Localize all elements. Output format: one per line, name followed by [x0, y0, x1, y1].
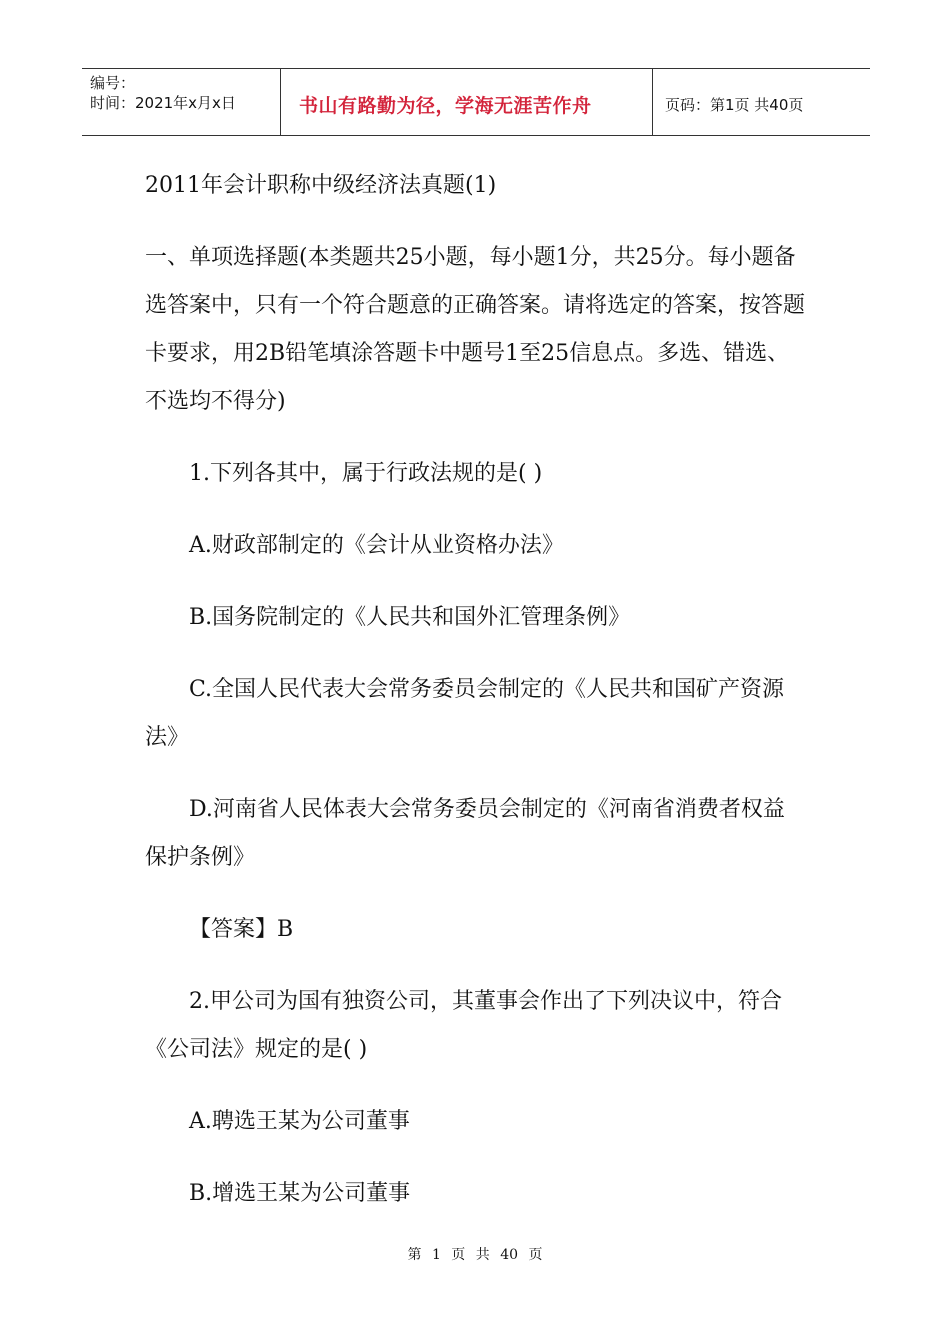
section-intro: 一、单项选择题(本类题共25小题，每小题1分，共25分。每小题备选答案中，只有一个符合题意的正确答案。请将选定的答案，按答题卡要求，用2B铅笔填涂答题卡中题号1至25信息点。多选、错选、不选均不得分): [145, 245, 806, 414]
document-title: 2011年会计职称中级经济法真题(1): [145, 173, 497, 198]
question-1-answer: 【答案】B: [189, 917, 294, 942]
header-motto: 书山有路勤为径，学海无涯苦作舟: [281, 69, 653, 135]
question-2-stem: 2.甲公司为国有独资公司，其董事会作出了下列决议中，符合《公司法》规定的是( ): [145, 989, 782, 1062]
document-body: [145, 162, 805, 1218]
question-2-option-b: B.增选王某为公司董事: [189, 1181, 411, 1206]
header-number-label: 编号：: [90, 74, 136, 92]
question-1-option-b: B.国务院制定的《人民共和国外汇管理条例》: [189, 605, 631, 630]
document-header: [82, 68, 870, 136]
header-meta-cell: [82, 69, 281, 135]
question-2-option-a: A.聘选王某为公司董事: [189, 1109, 410, 1134]
question-1-option-d: D.河南省人民体表大会常务委员会制定的《河南省消费者权益保护条例》: [145, 797, 785, 870]
question-1-option-a: A.财政部制定的《会计从业资格办法》: [189, 533, 564, 558]
header-date-label: 时间：2021年x月x日: [90, 94, 236, 112]
page-footer: 第 1 页 共 40 页: [407, 1247, 543, 1263]
header-page-label: 页码：第1页 共40页: [665, 95, 804, 114]
question-1-option-c: C.全国人民代表大会常务委员会制定的《人民共和国矿产资源法》: [145, 677, 785, 750]
question-1-stem: 1.下列各其中，属于行政法规的是( ): [189, 461, 543, 486]
